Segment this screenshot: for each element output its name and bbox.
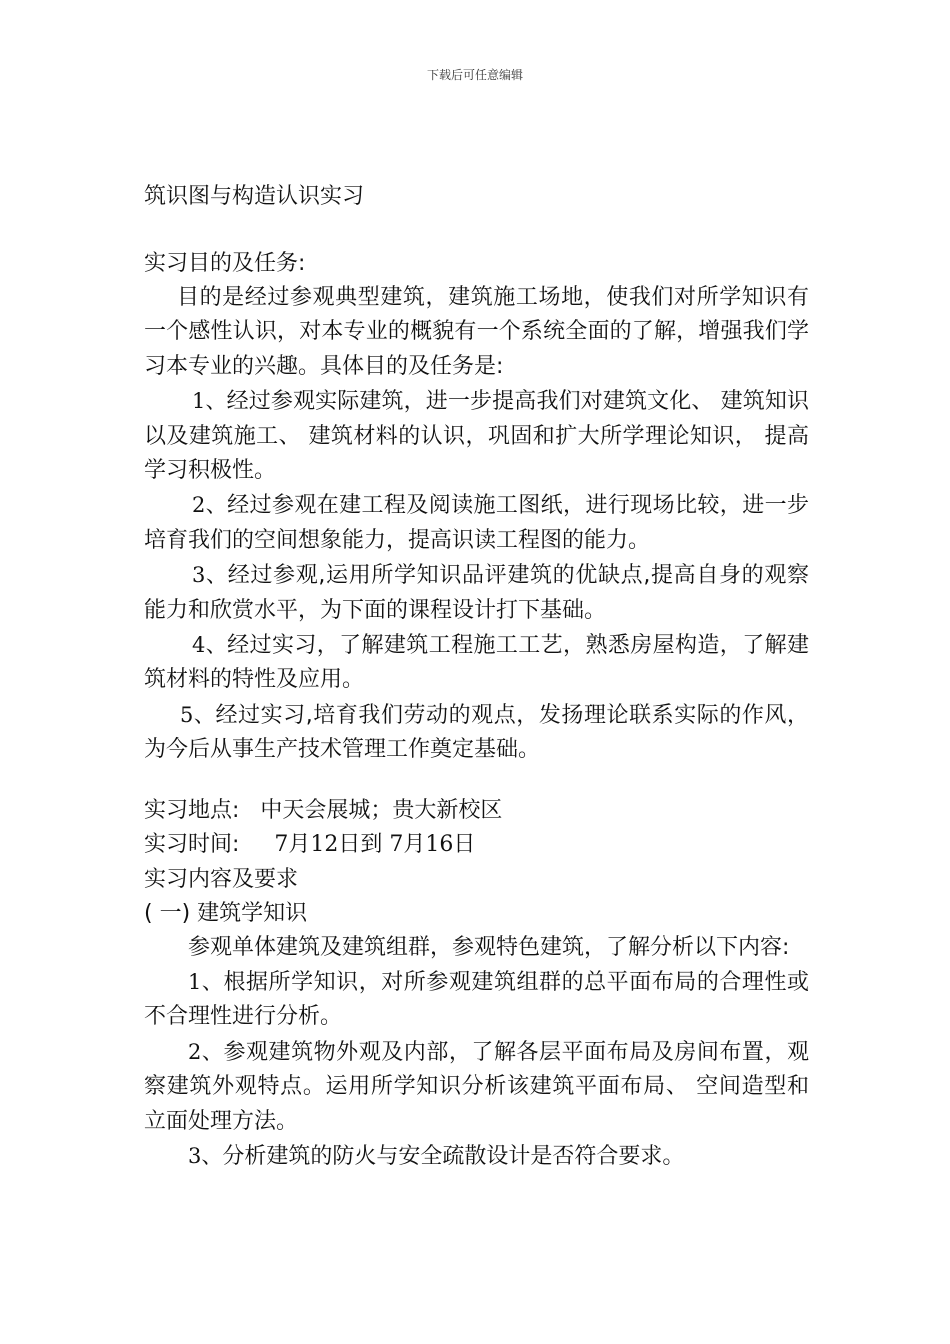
location-line [144,794,809,828]
item-number: 1、 [192,389,227,414]
objective-item-1 [144,384,809,488]
objective-item-3 [144,558,809,628]
document-body [144,180,809,1174]
item-text: 分析建筑的防火与安全疏散设计是否符合要求。 [222,1143,685,1169]
item-number: 2、 [192,493,228,518]
spacer [144,768,809,794]
item-number: 4、 [192,633,228,658]
time-line [144,828,809,862]
objective-item-5 [144,698,809,768]
subsection-intro: 参观单体建筑及建筑组群，参观特色建筑，了解分析以下内容: [188,934,790,960]
content-heading: 实习内容及要求 [144,866,299,892]
spacer [144,214,809,247]
item-text: 参观建筑物外观及内部，了解各层平面布局及房间布置，观察建筑外观特点。运用所学知识分析该建筑平面布局、 空间造型和立面处理方法。 [144,1039,809,1134]
item-text: 经过参观在建工程及阅读施工图纸，进行现场比较，进一步培育我们的空间想象能力，提高识读工程图的能力。 [144,493,809,553]
item-number: 5、 [180,702,216,727]
content-item-2 [144,1035,809,1139]
item-number: 1、 [188,969,224,994]
document-title: 筑识图与构造认识实习 [144,184,365,209]
objective-item-2 [144,488,809,558]
item-number: 3、 [188,1143,223,1168]
item-text: 经过实习，了解建筑工程施工工艺，熟悉房屋构造，了解建筑材料的特性及应用。 [144,633,809,693]
item-text: 经过实习,培育我们劳动的观点，发扬理论联系实际的作风，为今后从事生产技术管理工作奠定基础。 [144,702,809,763]
subsection-heading: ( 一) 建筑学知识 [144,900,308,926]
time-label: 实习时间: [144,832,240,858]
content-item-1 [144,965,809,1035]
objective-intro: 目的是经过参观典型建筑，建筑施工场地，使我们对所学知识有一个感性认识，对本专业的概貌有一个系统全面的了解，增强我们学习本专业的兴趣。具体目的及任务是: [144,285,809,379]
location-label: 实习地点: [144,797,240,823]
item-number: 2、 [188,1039,224,1064]
item-text: 根据所学知识，对所参观建筑组群的总平面布局的合理性或不合理性进行分析。 [144,969,809,1030]
time-value: 7月12日到 7月16日 [274,832,476,858]
content-item-3 [144,1139,809,1174]
page-header-note: 下载后可任意编辑 [426,68,523,82]
objective-heading: 实习目的及任务: [144,251,306,276]
item-text: 经过参观实际建筑，进一步提高我们对建筑文化、 建筑知识以及建筑施工、 建筑材料的认识，巩固和扩大所学理论知识， 提高学习积极性。 [144,389,809,484]
item-number: 3、 [192,563,228,588]
objective-item-4 [144,628,809,698]
location-value: 中天会展城；贵大新校区 [260,797,503,823]
item-text: 经过参观,运用所学知识品评建筑的优缺点,提高自身的观察能力和欣赏水平，为下面的课程设计打下基础。 [144,563,809,623]
